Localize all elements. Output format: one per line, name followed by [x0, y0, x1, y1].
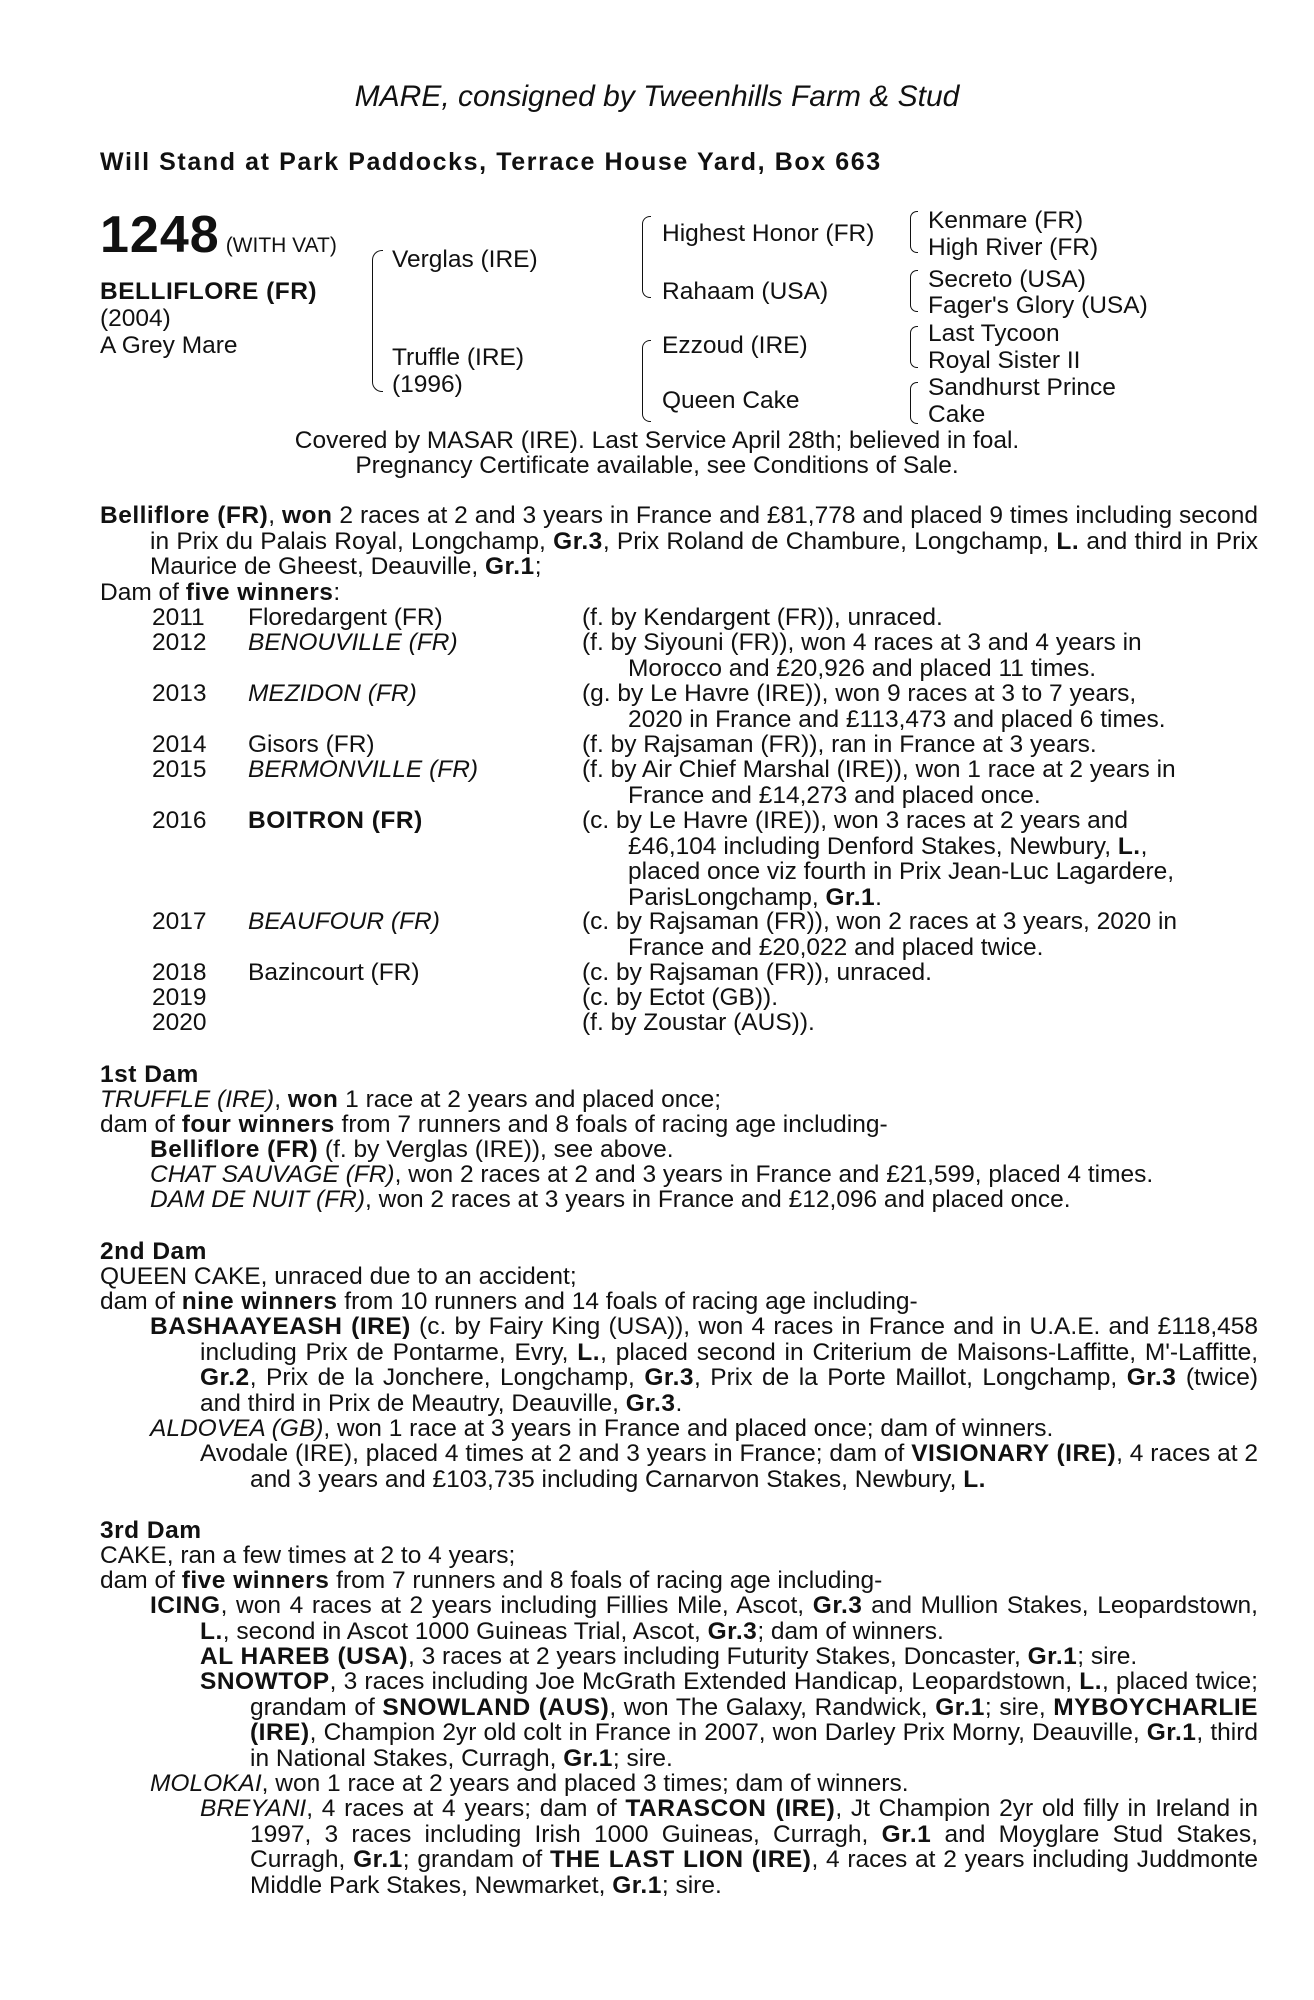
progeny-text: , placed second in Criterium de Maisons-Laffitte, M'-Laffitte, — [600, 1338, 1259, 1366]
listed-label: L. — [963, 1465, 986, 1493]
progeny-name: CHAT SAUVAGE (FR) — [150, 1161, 395, 1188]
progeny-detail-line: France and £14,273 and placed once. — [628, 781, 1041, 809]
dam3-progeny-molokai — [150, 1771, 909, 1797]
progeny-name: DAM DE NUIT (FR) — [150, 1186, 366, 1213]
progeny-detail — [582, 757, 1210, 808]
winners-count: five winners — [181, 1567, 330, 1594]
grade-label: Gr.1 — [485, 553, 535, 580]
dam2-line1: QUEEN CAKE, unraced due to an accident; — [100, 1263, 577, 1290]
pedigree-g4: Fager's Glory (USA) — [928, 292, 1148, 319]
grade-label: Gr.1 — [563, 1744, 613, 1772]
progeny-text: and Mullion Stakes, Leopardstown, — [862, 1592, 1258, 1619]
dam-text: from 7 runners and 8 foals of racing age including- — [329, 1567, 883, 1594]
progeny-text: , Prix de la Porte Maillot, Longchamp, — [694, 1364, 1127, 1391]
horse-name: BELLIFLORE (FR) — [100, 278, 318, 305]
progeny-detail: (f. by Kendargent (FR)), unraced. — [582, 604, 943, 631]
grade-label: Gr.1 — [353, 1846, 403, 1873]
progeny-name: MOLOKAI — [150, 1770, 262, 1797]
pedigree-brace-sire — [642, 216, 651, 298]
grade-label: Gr.1 — [1027, 1643, 1078, 1670]
progeny-name: MYBOYCHARLIE (IRE) — [250, 1693, 1258, 1746]
progeny-text: ; sire, — [984, 1693, 1054, 1721]
winners-count: four winners — [181, 1111, 335, 1138]
progeny-detail — [582, 630, 1210, 681]
progeny-detail-line: (f. by Siyouni (FR)), won 4 races at 3 and 4 years in — [582, 629, 1142, 656]
mare-summary: Belliflore (FR), won 2 races at 2 and 3 years in France and £81,778 and placed 9 times including second in Prix du Palais Royal, Longchamp, Gr.3, Prix Roland de Chambure, Longchamp, L. and third in Prix Maurice de Gheest, Deauville, Gr.1; — [100, 502, 1259, 580]
covered-line: Covered by MASAR (IRE). Last Service April 28th; believed in foal. — [294, 427, 1020, 454]
pedigree-sire-sire: Highest Honor (FR) — [662, 220, 875, 247]
detail-text: £46,104 including Denford Stakes, Newbury, — [628, 832, 1118, 860]
progeny-detail — [582, 681, 1210, 732]
progeny-name: SNOWTOP — [200, 1668, 330, 1695]
progeny-text: Avodale (IRE), placed 4 times at 2 and 3 years in France; dam of — [200, 1440, 912, 1467]
winners-count: five winners — [185, 579, 334, 606]
dam1-line1: TRUFFLE (IRE), won 1 race at 2 years and placed once; — [100, 1086, 722, 1113]
progeny-name: AL HAREB (USA) — [200, 1643, 408, 1670]
progeny-text: , 4 races at 2 years including Juddmonte Middle Park Stakes, Newmarket, — [250, 1846, 1258, 1899]
dam1-progeny-2 — [150, 1162, 1153, 1188]
dam1-progeny-3 — [150, 1187, 1071, 1213]
progeny-name: Gisors (FR) — [248, 731, 375, 758]
colon: : — [333, 579, 341, 606]
progeny-detail-line: 2020 in France and £113,473 and placed 6 times. — [628, 705, 1166, 733]
progeny-name: ICING — [150, 1592, 221, 1619]
progeny-detail-line: (g. by Le Havre (IRE)), won 9 races at 3 to 7 years, — [582, 680, 1137, 707]
progeny-text: ; sire. — [612, 1744, 673, 1772]
progeny-text: (c. by Fairy King (USA)), won 4 races in France and in U.A.E. and £118,458 including Prix de Pontarme, Evry, — [200, 1313, 1259, 1366]
progeny-text: , won 2 races at 2 and 3 years in France and £21,599, placed 4 times. — [394, 1161, 1154, 1188]
pedigree-g5: Last Tycoon — [928, 320, 1060, 347]
horse-description: A Grey Mare — [100, 332, 238, 359]
progeny-year: 2017 — [152, 908, 207, 935]
summary-text: ; — [534, 553, 542, 580]
dam-name: TRUFFLE (IRE) — [100, 1086, 275, 1113]
won-label: won — [282, 502, 333, 529]
progeny-text: , 4 races at 2 and 3 years and £103,735 including Carnarvon Stakes, Newbury, — [250, 1440, 1258, 1493]
vat-label: (WITH VAT) — [225, 234, 337, 257]
detail-text: , — [1140, 832, 1148, 860]
progeny-text: , 3 races at 2 years including Futurity Stakes, Doncaster, — [408, 1643, 1028, 1670]
progeny-year: 2016 — [152, 807, 207, 834]
grade-label: Gr.2 — [200, 1364, 250, 1391]
pedigree-dam-dam: Queen Cake — [662, 387, 800, 414]
progeny-detail-line: (f. by Air Chief Marshal (IRE)), won 1 race at 2 years in — [582, 756, 1176, 783]
grade-label: Gr.1 — [935, 1693, 985, 1721]
location-line: Will Stand at Park Paddocks, Terrace House Yard, Box 663 — [100, 148, 882, 176]
pedigree-g2: High River (FR) — [928, 234, 1099, 261]
progeny-name: BENOUVILLE (FR) — [248, 629, 458, 656]
progeny-text: ; dam of winners. — [757, 1617, 944, 1645]
progeny-year: 2014 — [152, 731, 207, 758]
progeny-text: ; sire. — [1077, 1643, 1138, 1670]
progeny-detail-line — [582, 885, 1210, 911]
dam-text: from 7 runners and 8 foals of racing age including- — [334, 1111, 888, 1138]
progeny-name: BREYANI — [200, 1795, 307, 1822]
grade-label: Gr.3 — [1126, 1364, 1177, 1391]
pedigree-brace-main — [372, 250, 383, 392]
progeny-name: MEZIDON (FR) — [248, 680, 417, 707]
listed-label: L. — [1056, 527, 1080, 555]
progeny-detail: (c. by Rajsaman (FR)), unraced. — [582, 959, 932, 986]
progeny-year: 2019 — [152, 984, 207, 1011]
progeny-detail-line: placed once viz fourth in Prix Jean-Luc Lagardere, — [628, 858, 1175, 885]
progeny-name: ALDOVEA (GB) — [150, 1415, 324, 1442]
dam3-progeny-breyani — [200, 1796, 1258, 1898]
section-heading-2nd-dam: 2nd Dam — [100, 1238, 207, 1265]
progeny-year: 2011 — [152, 604, 205, 631]
progeny-year: 2015 — [152, 756, 207, 783]
won-label: won — [287, 1086, 339, 1113]
grade-label: Gr.3 — [707, 1617, 758, 1645]
progeny-year: 2018 — [152, 959, 207, 986]
grade-label: Gr.3 — [625, 1389, 676, 1417]
pedigree-brace-g3 — [910, 326, 918, 368]
summary-text: , Prix Roland de Chambure, Longchamp, — [602, 527, 1057, 555]
mare-name: Belliflore (FR) — [100, 502, 269, 529]
progeny-name: THE LAST LION (IRE) — [550, 1846, 812, 1873]
progeny-text: , Champion 2yr old colt in France in 2007, won Darley Prix Morny, Deauville, — [309, 1719, 1147, 1746]
progeny-detail-line: (c. by Rajsaman (FR)), won 2 races at 3 years, 2020 in — [582, 908, 1178, 935]
page-title: MARE, consigned by Tweenhills Farm & Stud — [354, 80, 960, 113]
pedigree-brace-dam — [642, 340, 651, 422]
pedigree-g3: Secreto (USA) — [928, 266, 1086, 293]
listed-label: L. — [577, 1338, 601, 1366]
dam3-progeny-snowtop — [200, 1669, 1258, 1771]
progeny-detail-line: (c. by Le Havre (IRE)), won 3 races at 2 years and — [582, 807, 1129, 834]
listed-label: L. — [200, 1617, 223, 1645]
pedigree-g7: Sandhurst Prince — [928, 374, 1116, 401]
progeny-text: , 4 races at 4 years; dam of — [306, 1795, 626, 1822]
progeny-text: . — [675, 1389, 683, 1417]
winners-count: nine winners — [181, 1288, 338, 1315]
pedigree-g6: Royal Sister II — [928, 347, 1081, 374]
dam-of-text: dam of — [100, 1288, 182, 1315]
progeny-detail — [582, 909, 1210, 960]
grade-label: Gr.1 — [881, 1820, 932, 1848]
progeny-name: Floredargent (FR) — [248, 604, 443, 631]
progeny-text: , won 1 race at 3 years in France and placed once; dam of winners. — [323, 1415, 1054, 1442]
detail-text: ParisLongchamp, — [628, 883, 826, 911]
dam-of-line — [100, 580, 340, 606]
dam-text: 1 race at 2 years and placed once; — [338, 1086, 722, 1113]
pedigree-sire-dam: Rahaam (USA) — [662, 278, 829, 305]
progeny-text: , third in National Stakes, Curragh, — [250, 1719, 1258, 1772]
dam-of-text: Dam of — [100, 579, 186, 606]
pedigree-g8: Cake — [928, 401, 986, 428]
progeny-name: Belliflore (FR) — [150, 1136, 319, 1163]
dam1-line2 — [100, 1112, 888, 1138]
progeny-detail-line: France and £20,022 and placed twice. — [628, 933, 1044, 961]
pedigree-g1: Kenmare (FR) — [928, 207, 1084, 234]
progeny-name: BOITRON (FR) — [248, 807, 423, 834]
progeny-name: Bazincourt (FR) — [248, 959, 420, 986]
grade-label: Gr.3 — [812, 1592, 863, 1619]
grade-label: Gr.1 — [612, 1871, 662, 1899]
dam3-progeny-icing — [150, 1593, 1258, 1644]
progeny-text: ; sire. — [661, 1871, 722, 1899]
progeny-detail — [582, 808, 1210, 910]
pedigree-brace-g1 — [910, 211, 918, 253]
dam1-progeny-1 — [150, 1137, 674, 1163]
grade-label: Gr.3 — [644, 1364, 695, 1391]
progeny-detail-line — [582, 834, 1210, 860]
progeny-text: , won The Galaxy, Randwick, — [609, 1693, 936, 1721]
dam3-progeny-al-hareb — [200, 1644, 1137, 1670]
section-heading-3rd-dam: 3rd Dam — [100, 1517, 202, 1544]
dam-of-text: dam of — [100, 1111, 182, 1138]
pedigree-brace-g2 — [910, 270, 918, 312]
grade-label: Gr.1 — [1146, 1719, 1197, 1746]
pedigree-dam-sire: Ezzoud (IRE) — [662, 332, 808, 359]
progeny-text: , Prix de la Jonchere, Longchamp, — [249, 1364, 645, 1391]
progeny-year: 2013 — [152, 680, 207, 707]
progeny-name: BEAUFOUR (FR) — [248, 908, 440, 935]
progeny-year: 2020 — [152, 1009, 207, 1036]
pedigree-dam-year: (1996) — [392, 371, 463, 398]
horse-year: (2004) — [100, 305, 171, 332]
progeny-text: , placed twice; grandam of — [250, 1668, 1258, 1721]
progeny-text: (f. by Verglas (IRE)), see above. — [318, 1136, 674, 1163]
grade-label: Gr.3 — [553, 527, 603, 555]
progeny-text: (twice) and third in Prix de Meautry, Deauville, — [200, 1364, 1258, 1417]
section-heading-1st-dam: 1st Dam — [100, 1061, 199, 1088]
summary-text: 2 races at 2 and 3 years in France and £81,778 and placed 9 times including second in Prix du Palais Royal, Longchamp, — [150, 502, 1258, 555]
listed-label: L. — [1117, 832, 1141, 860]
progeny-year: 2012 — [152, 629, 207, 656]
progeny-name: BERMONVILLE (FR) — [248, 756, 479, 783]
progeny-name: SNOWLAND (AUS) — [382, 1693, 610, 1721]
dam2-line2 — [100, 1289, 918, 1315]
progeny-text: ; grandam of — [402, 1846, 550, 1873]
progeny-text: and Moyglare Stud Stakes, Curragh, — [250, 1820, 1258, 1873]
pregnancy-line: Pregnancy Certificate available, see Conditions of Sale. — [355, 452, 959, 479]
progeny-name: TARASCON (IRE) — [625, 1795, 836, 1822]
progeny-text: , Jt Champion 2yr old filly in Ireland in 1997, 3 races including Irish 1000 Guineas, Curragh, — [250, 1795, 1258, 1848]
progeny-text: , 3 races including Joe McGrath Extended Handicap, Leopardstown, — [329, 1668, 1080, 1695]
dam2-progeny-aldovea — [150, 1416, 1053, 1442]
dam-of-text: dam of — [100, 1567, 182, 1594]
pedigree-dam: Truffle (IRE) — [392, 344, 525, 371]
progeny-text: , won 2 races at 3 years in France and £12,096 and placed once. — [365, 1186, 1071, 1213]
progeny-detail: (c. by Ectot (GB)). — [582, 984, 779, 1011]
progeny-text: , won 1 race at 2 years and placed 3 times; dam of winners. — [261, 1770, 909, 1797]
pedigree-sire: Verglas (IRE) — [392, 246, 538, 273]
dam3-line1: CAKE, ran a few times at 2 to 4 years; — [100, 1542, 516, 1569]
grade-label: Gr.1 — [825, 883, 876, 911]
dam2-progeny-avodale — [200, 1441, 1258, 1492]
progeny-detail: (f. by Zoustar (AUS)). — [582, 1009, 815, 1036]
progeny-text: , won 4 races at 2 years including Fillies Mile, Ascot, — [220, 1592, 813, 1619]
detail-text: . — [875, 883, 882, 911]
pedigree-brace-g4 — [910, 382, 918, 424]
progeny-name: VISIONARY (IRE) — [911, 1440, 1117, 1467]
dam3-line2 — [100, 1568, 882, 1594]
progeny-text: , second in Ascot 1000 Guineas Trial, Ascot, — [222, 1617, 708, 1645]
dam-text: from 10 runners and 14 foals of racing age including- — [337, 1288, 918, 1315]
progeny-detail: (f. by Rajsaman (FR)), ran in France at 3 years. — [582, 731, 1097, 758]
progeny-name: BASHAAYEASH (IRE) — [150, 1313, 411, 1340]
progeny-detail-line: Morocco and £20,926 and placed 11 times. — [628, 654, 1097, 682]
listed-label: L. — [1079, 1668, 1103, 1695]
lot-number-value: 1248 — [100, 206, 220, 264]
lot-number — [100, 205, 337, 265]
summary-text: and third in Prix Maurice de Gheest, Deauville, — [150, 527, 1259, 580]
dam2-progeny-bashaayeash — [150, 1314, 1258, 1416]
